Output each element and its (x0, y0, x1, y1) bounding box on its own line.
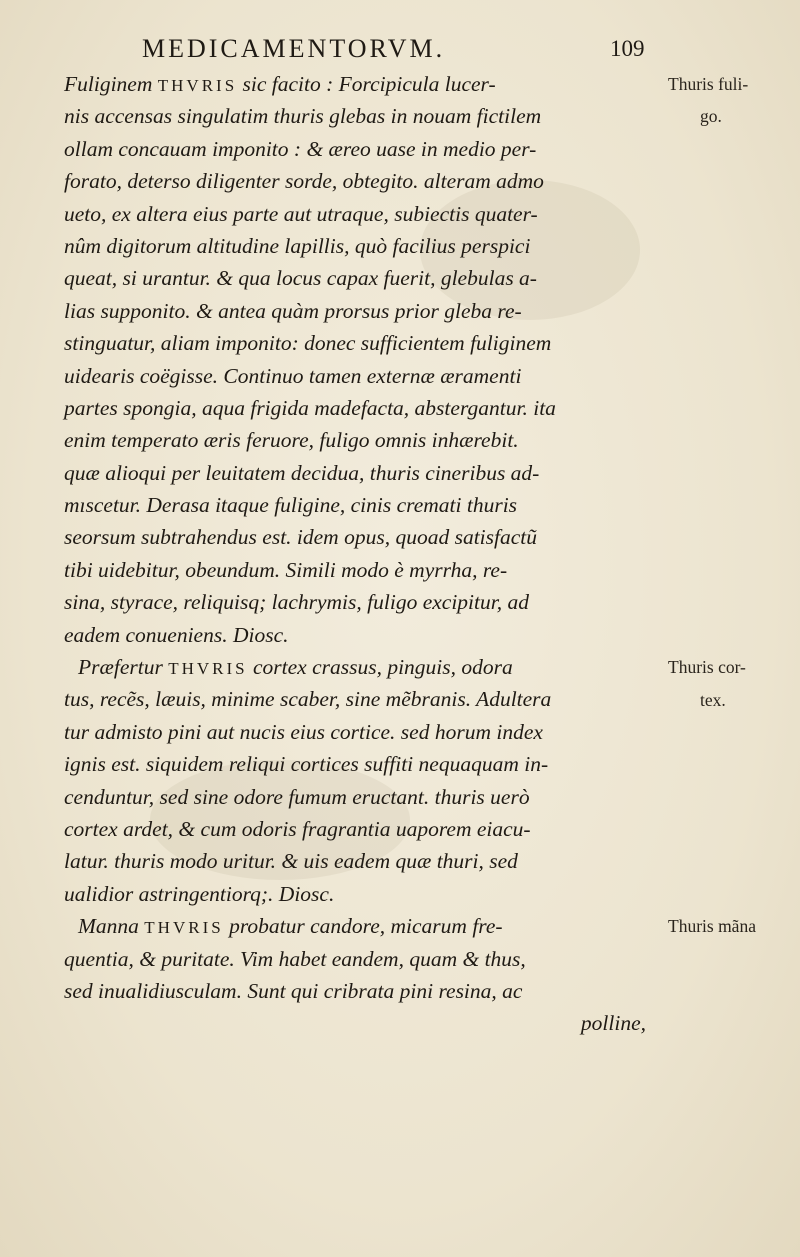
text-line (64, 910, 664, 942)
text-line (64, 360, 664, 392)
text-line (64, 133, 664, 165)
line-text: tur admisto pini aut nucis eius cortice. sed horum index (64, 719, 543, 744)
running-title: MEDICAMENTORVM. (142, 34, 446, 63)
text-line (64, 165, 664, 197)
text-line (64, 198, 664, 230)
text-line (64, 489, 664, 521)
page-number: 109 (610, 36, 645, 61)
paragraph (64, 68, 664, 651)
margin-note: tex. (700, 689, 726, 710)
line-text: nis accensas singulatim thuris glebas in nouam fictilem (64, 104, 542, 129)
text-line (64, 683, 664, 715)
line-text: tus, recẽs, læuis, minime scaber, sine mẽbranis. Adultera (64, 687, 552, 712)
margin-note: go. (700, 106, 722, 127)
text-line (64, 781, 664, 813)
line-text: lias supponito. & antea quàm prorsus prior gleba re- (64, 298, 522, 323)
line-text: quæ alioqui per leuitatem decidua, thuris cineribus ad- (64, 460, 540, 485)
small-caps-word: THVRIS (144, 918, 224, 938)
text-line (64, 424, 664, 456)
text-line (64, 68, 664, 100)
text-line (64, 554, 664, 586)
line-text: sed inualidiusculam. Sunt qui cribrata pini resina, ac (64, 978, 523, 1003)
text-line (64, 845, 664, 877)
line-text: tibi uidebitur, obeundum. Simili modo è myrrha, re- (64, 557, 508, 582)
paragraph (64, 651, 664, 910)
small-caps-word: THVRIS (168, 659, 248, 679)
text-line (64, 878, 664, 910)
line-text: nûm digitorum altitudine lapillis, quò facilius perspici (64, 233, 531, 258)
text-line (64, 230, 664, 262)
line-text: mıscetur. Derasa itaque fuligine, cinis cremati thuris (64, 493, 518, 518)
text-line (64, 392, 664, 424)
text-line (64, 100, 664, 132)
line-text: Fuliginem (64, 72, 158, 96)
line-text: ollam concauam imponito : & æreo uase in medio per- (64, 136, 537, 161)
text-line (64, 943, 664, 975)
text-line (64, 295, 664, 327)
text-line (64, 619, 664, 651)
line-text: ignis est. siquidem reliqui cortices suffiti nequaquam in- (64, 752, 549, 777)
line-text: probatur candore, micarum fre- (223, 914, 503, 939)
line-text: eadem conueniens. Diosc. (64, 622, 289, 647)
text-line (64, 327, 664, 359)
margin-note: Thuris fuli- (668, 74, 749, 94)
line-text: enim temperato æris feruore, fuligo omnis inhærebit. (64, 428, 519, 453)
line-text: stinguatur, aliam imponito: donec sufficientem fuliginem (64, 331, 552, 356)
line-text: sic facito : Forcipicula lucer- (237, 72, 496, 96)
text-line (64, 813, 664, 845)
line-text: quentia, & puritate. Vim habet eandem, quam & thus, (64, 946, 526, 971)
line-text: forato, deterso diligenter sorde, obtegito. alteram admo (64, 169, 544, 194)
margin-note: Thuris mãna (668, 916, 756, 937)
text-line (64, 651, 664, 683)
line-text: cenduntur, sed sine odore fumum eructant. thuris uerò (64, 784, 530, 809)
small-caps-word: THVRIS (157, 76, 238, 95)
line-text: Præfertur (78, 655, 169, 680)
line-text: partes spongia, aqua frigida madefacta, abstergantur. ita (64, 395, 556, 420)
text-line (64, 716, 664, 748)
text-line (64, 262, 664, 294)
running-head (0, 34, 800, 64)
text-line (64, 748, 664, 780)
line-text: seorsum subtrahendus est. idem opus, quoad satisfactũ (64, 525, 537, 550)
body-text (64, 68, 664, 1040)
line-text: cortex crassus, pinguis, odora (247, 655, 513, 680)
line-text: ueto, ex altera eius parte aut utraque, subiectis quater- (64, 201, 538, 226)
line-text: cortex ardet, & cum odoris fragrantia uaporem eiacu- (64, 816, 531, 841)
margin-note: Thuris cor- (668, 657, 746, 678)
line-text: latur. thuris modo uritur. & uis eadem quæ thuri, sed (64, 849, 518, 874)
line-text: sina, styrace, reliquisq; lachrymis, fuligo excipitur, ad (64, 590, 529, 615)
line-text: queat, si urantur. & qua locus capax fuerit, glebulas a- (64, 266, 537, 291)
line-text: uidearis coëgisse. Continuo tamen externæ æramenti (64, 363, 522, 388)
text-line (64, 586, 664, 618)
paragraph (64, 910, 664, 1040)
line-text: Manna (78, 914, 145, 939)
line-text: ualidior astringentiorq;. Diosc. (64, 881, 335, 906)
text-line (64, 457, 664, 489)
text-line (64, 521, 664, 553)
text-line (64, 975, 664, 1007)
line-text: polline, (580, 1011, 646, 1036)
text-line (64, 1007, 664, 1039)
